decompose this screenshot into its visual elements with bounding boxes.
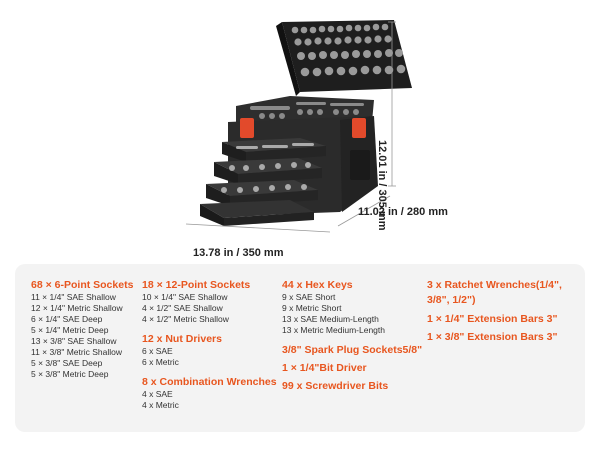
spec-column-2 <box>142 278 277 411</box>
spec-item: 5 × 1/4" Metric Deep <box>31 325 109 335</box>
spec-item: 11 × 3/8" Metric Shallow <box>31 347 122 357</box>
spec-heading: 1 × 3/8" Extension Bars 3" <box>427 331 558 343</box>
spec-heading: 44 x Hex Keys <box>282 279 353 291</box>
spec-heading: 99 x Screwdriver Bits <box>282 380 389 392</box>
spec-item: 4 x SAE <box>142 389 173 399</box>
spec-heading: 3/8" Spark Plug Sockets5/8" <box>282 344 423 356</box>
spec-column-4 <box>427 278 577 344</box>
right-latch <box>352 118 366 138</box>
spec-item: 12 × 1/4" Metric Shallow <box>31 303 123 313</box>
spec-item: 5 × 3/8" Metric Deep <box>31 369 109 379</box>
spec-item: 10 × 1/4" SAE Shallow <box>142 292 228 302</box>
spec-item: 11 × 1/4" SAE Shallow <box>31 292 116 302</box>
spec-item: 9 x Metric Short <box>282 303 342 313</box>
spec-item: 4 × 1/2" Metric Shallow <box>142 314 229 324</box>
spec-item: 4 × 1/2" SAE Shallow <box>142 303 223 313</box>
spec-heading: 8 x Combination Wrenches <box>142 376 277 388</box>
spec-item: 13 x Metric Medium-Length <box>282 325 385 335</box>
spec-item: 13 x SAE Medium-Length <box>282 314 379 324</box>
spec-heading: 1 × 1/4"Bit Driver <box>282 362 367 374</box>
spec-column-1 <box>31 278 149 380</box>
left-latch <box>240 118 254 138</box>
contents-spec-card <box>15 264 585 432</box>
spec-heading: 68 × 6-Point Sockets <box>31 279 134 291</box>
drawer-4 <box>200 200 314 226</box>
spec-item: 6 x Metric <box>142 357 179 367</box>
width-dimension: 13.78 in / 350 mm <box>193 247 284 259</box>
spec-heading: 12 x Nut Drivers <box>142 333 222 345</box>
spec-item: 4 x Metric <box>142 400 179 410</box>
spec-item: 5 × 3/8" SAE Deep <box>31 358 103 368</box>
spec-item: 9 x SAE Short <box>282 292 336 302</box>
spec-item: 13 × 3/8" SAE Shallow <box>31 336 117 346</box>
spec-item: 6 × 1/4" SAE Deep <box>31 314 103 324</box>
spec-heading: 3 x Ratchet Wrenches(1/4", 3/8", 1/2") <box>427 279 562 306</box>
spec-heading: 18 × 12-Point Sockets <box>142 279 251 291</box>
height-dimension: 12.01 in / 305 mm <box>376 140 388 231</box>
spec-heading: 1 × 1/4" Extension Bars 3" <box>427 313 558 325</box>
spec-column-3 <box>282 278 432 393</box>
depth-dimension: 11.02 in / 280 mm <box>358 206 448 218</box>
spec-item: 6 x SAE <box>142 346 173 356</box>
